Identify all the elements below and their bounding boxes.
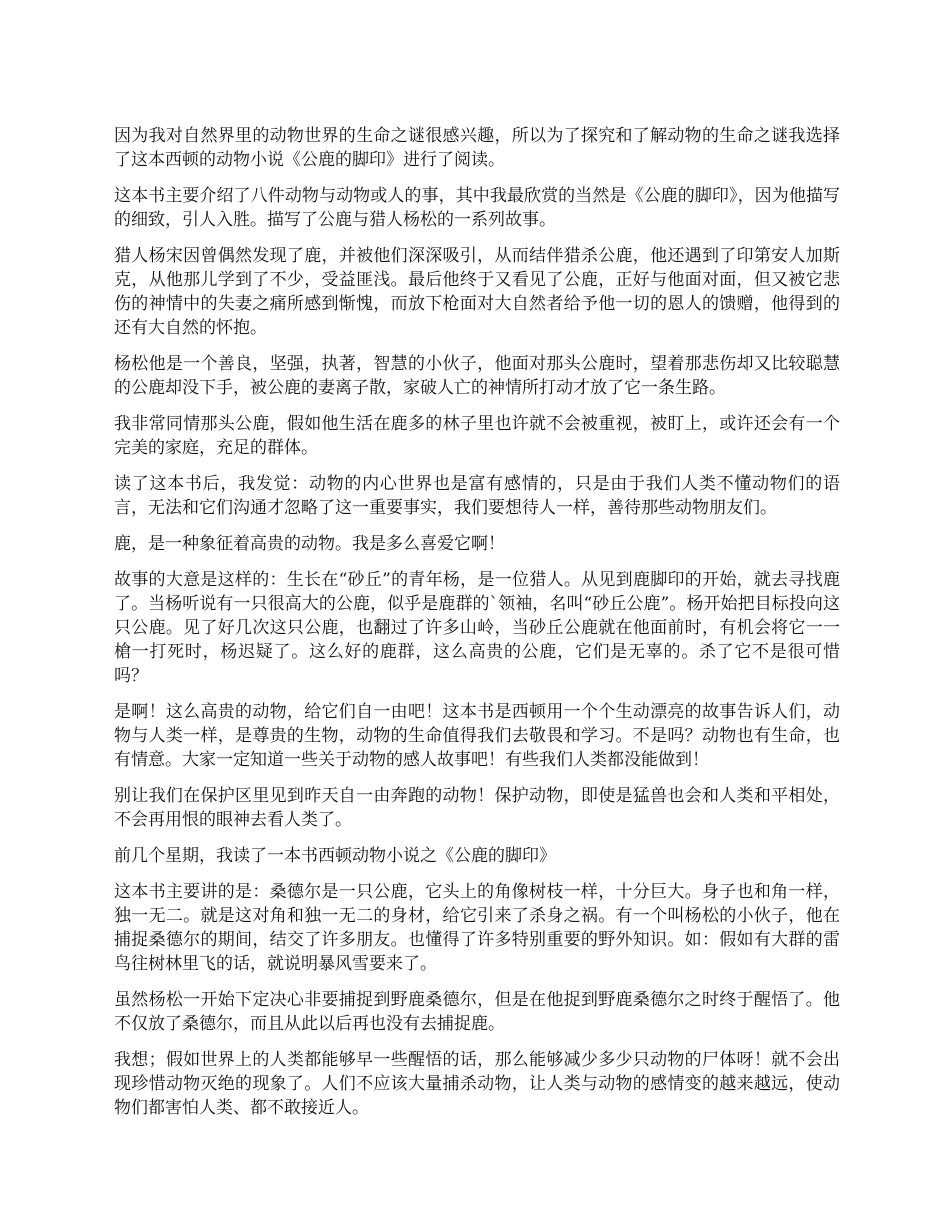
document-body (114, 124, 840, 1132)
paragraph: 是啊！这么高贵的动物，给它们自一由吧！这本书是西顿用一个个生动漂亮的故事告诉人们，动物与人类一样，是尊贵的生物，动物的生命值得我们去敬畏和学习。不是吗？动物也有生命，也有情意。大家一定知道一些关于动物的感人故事吧！有些我们人类都没能做到！ (114, 702, 840, 770)
paragraph: 我想；假如世界上的人类都能够早一些醒悟的话，那么能够减少多少只动物的尸体呀！就不会出现珍惜动物灭绝的现象了。人们不应该大量捕杀动物，让人类与动物的感情变的越来越远，使动物们都害怕人类、都不敢接近人。 (114, 1050, 840, 1118)
paragraph: 鹿，是一种象征着高贵的动物。我是多么喜爱它啊！ (114, 534, 505, 554)
paragraph: 猎人杨宋因曾偶然发现了鹿，并被他们深深吸引，从而结伴猎杀公鹿，他还遇到了印第安人加斯克，从他那儿学到了不少，受益匪浅。最后他终于又看见了公鹿，正好与他面对面，但又被它悲伤的神情中的失妻之痛所感到惭愧，而放下枪面对大自然者给予他一切的恩人的馈赠，他得到的还有大自然的怀抱。 (114, 246, 840, 338)
paragraph: 别让我们在保护区里见到昨天自一由奔跑的动物！保护动物，即使是猛兽也会和人类和平相处，不会再用恨的眼神去看人类了。 (114, 786, 840, 830)
paragraph: 杨松他是一个善良，坚强，执著，智慧的小伙子，他面对那头公鹿时，望着那悲伤却又比较聪慧的公鹿却没下手，被公鹿的妻离子散，家破人亡的神情所打动才放了它一条生路。 (114, 354, 840, 398)
paragraph: 虽然杨松一开始下定决心非要捕捉到野鹿桑德尔，但是在他捉到野鹿桑德尔之时终于醒悟了。他不仅放了桑德尔，而且从此以后再也没有去捕捉鹿。 (114, 990, 840, 1034)
paragraph: 因为我对自然界里的动物世界的生命之谜很感兴趣，所以为了探究和了解动物的生命之谜我选择了这本西顿的动物小说《公鹿的脚印》进行了阅读。 (114, 126, 840, 170)
paragraph: 这本书主要讲的是：桑德尔是一只公鹿，它头上的角像树枝一样，十分巨大。身子也和角一样，独一无二。就是这对角和独一无二的身材，给它引来了杀身之祸。有一个叫杨松的小伙子，他在捕捉桑德尔的期间，结交了许多朋友。也懂得了许多特别重要的野外知识。如：假如有大群的雷鸟往树林里飞的话，就说明暴风雪要来了。 (114, 882, 840, 974)
paragraph: 故事的大意是这样的：生长在“砂丘”的青年杨，是一位猎人。从见到鹿脚印的开始，就去寻找鹿了。当杨听说有一只很高大的公鹿，似乎是鹿群的`领袖，名叫“砂丘公鹿”。杨开始把目标投向这只公鹿。见了好几次这只公鹿，也翻过了许多山岭，当砂丘公鹿就在他面前时，有机会将它一一槍一打死时，杨迟疑了。这么好的鹿群，这么高贵的公鹿，它们是无辜的。杀了它不是很可惜吗？ (114, 570, 840, 686)
paragraph: 我非常同情那头公鹿，假如他生活在鹿多的林子里也许就不会被重视，被盯上，或许还会有一个完美的家庭，充足的群体。 (114, 414, 840, 458)
paragraph: 这本书主要介绍了八件动物与动物或人的事，其中我最欣赏的当然是《公鹿的脚印》，因为他描写的细致，引人入胜。描写了公鹿与猎人杨松的一系列故事。 (114, 186, 840, 230)
paragraph: 读了这本书后，我发觉：动物的内心世界也是富有感情的，只是由于我们人类不懂动物们的语言，无法和它们沟通才忽略了这一重要事实，我们要想待人一样，善待那些动物朋友们。 (114, 474, 840, 518)
paragraph: 前几个星期，我读了一本书西顿动物小说之《公鹿的脚印》 (114, 846, 556, 866)
